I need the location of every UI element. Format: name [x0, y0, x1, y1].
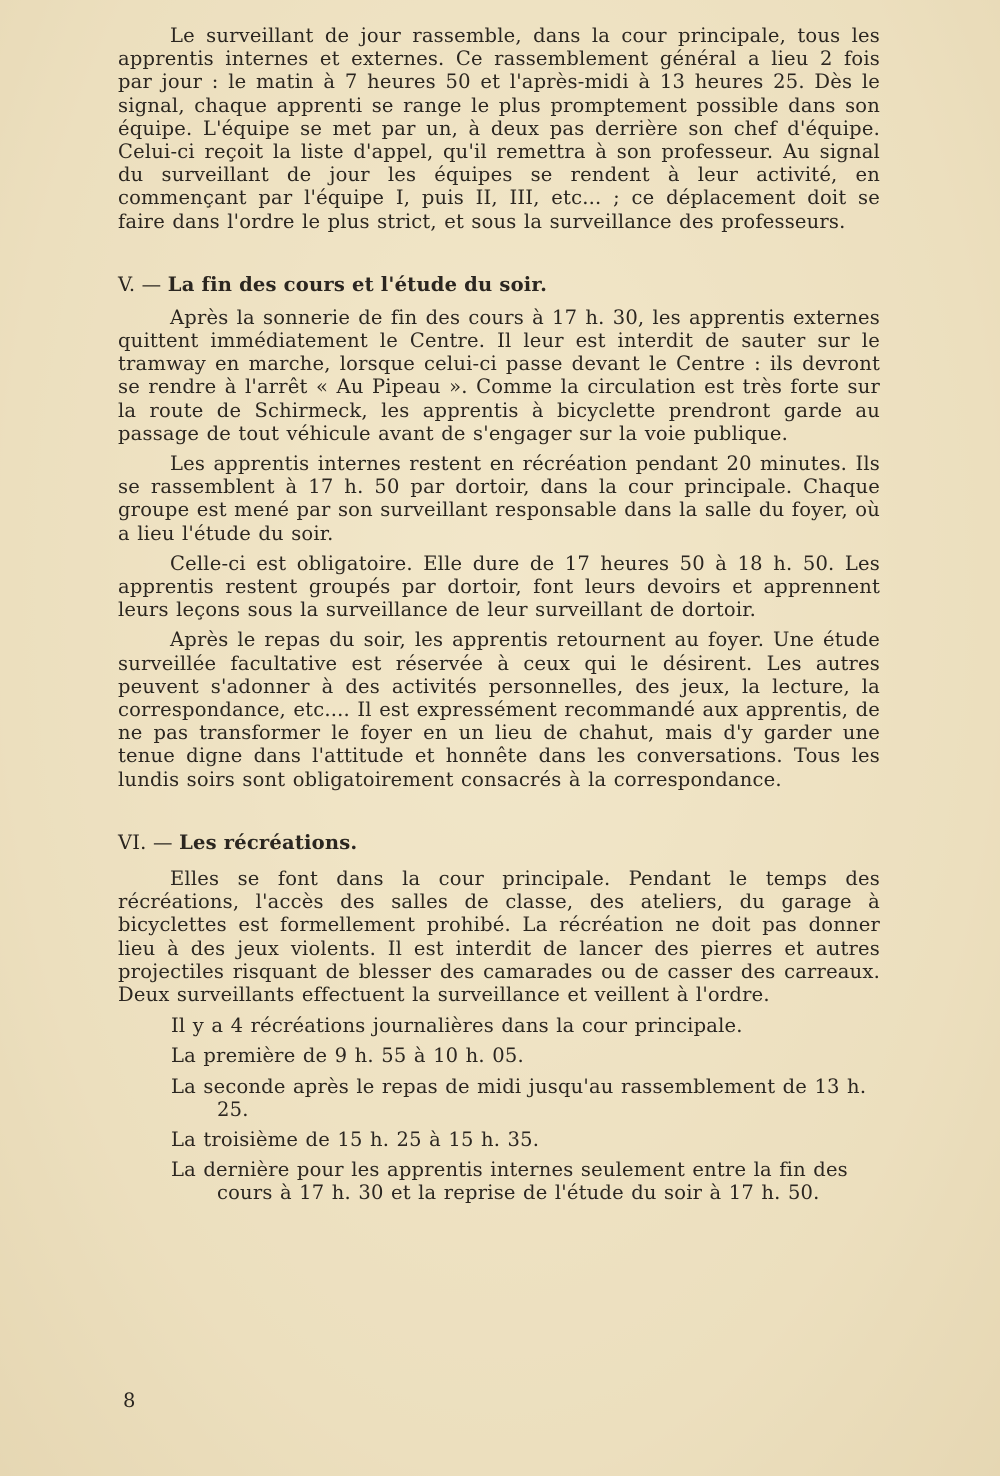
recreation-item: La seconde après le repas de midi jusqu'au rassemblement de 13 h. 25. [171, 1074, 867, 1121]
section-5-number: V. — [118, 272, 162, 296]
recreation-item: La dernière pour les apprentis internes seulement entre la fin des cours à 17 h. 30 et la reprise de l'étude du soir à 17 h. 50. [171, 1158, 848, 1205]
section-5-paragraph-2: Les apprentis internes restent en récréation pendant 20 minutes. Ils se rassemblent à 17 h. 50 par dortoir, dans la cour principale. Chaque groupe est mené par son surveillant responsable dans la salle du foyer, où a lieu l'étude du soir. [118, 452, 880, 545]
section-5-heading [118, 273, 880, 297]
section-5-paragraph-3: Celle-ci est obligatoire. Elle dure de 17 heures 50 à 18 h. 50. Les apprentis restent groupés par dortoir, font leurs devoirs et apprennent leurs leçons sous la surveillance de leur surveillant de dortoir. [118, 551, 880, 622]
page-number: 8 [123, 1389, 136, 1412]
intro-paragraph: Le surveillant de jour rassemble, dans la cour principale, tous les apprentis internes et externes. Ce rassemblement général a lieu 2 fois par jour : le matin à 7 heures 50 et l'après-midi à 13 heures 25. Dès le signal, chaque apprenti se range le plus promptement possible dans son équipe. L'équipe se met par un, à deux pas derrière son chef d'équipe. Celui-ci reçoit la liste d'appel, qu'il remettra à son professeur. Au signal du surveillant de jour les équipes se rendent à leur activité, en commençant par l'équipe I, puis II, III, etc... ; ce déplacement doit se faire dans l'ordre le plus strict, et sous la surveillance des professeurs. [118, 24, 880, 233]
recreation-item: La première de 9 h. 55 à 10 h. 05. [171, 1044, 524, 1068]
section-6-heading [118, 831, 880, 855]
section-6-title: Les récréations. [179, 830, 358, 854]
recreation-item: La troisième de 15 h. 25 à 15 h. 35. [171, 1127, 540, 1151]
recreation-item: Il y a 4 récréations journalières dans la cour principale. [171, 1014, 743, 1038]
section-6-number: VI. — [118, 830, 173, 854]
section-6-paragraph: Elles se font dans la cour principale. Pendant le temps des récréations, l'accès des salles de classe, des ateliers, du garage à bicyclettes est formellement prohibé. La récréation ne doit pas donner lieu à des jeux violents. Il est interdit de lancer des pierres et autres projectiles risquant de blesser des camarades ou de casser des carreaux. Deux surveillants effectuent la surveillance et veillent à l'ordre. [118, 866, 880, 1006]
section-5-paragraph-1: Après la sonnerie de fin des cours à 17 h. 30, les apprentis externes quittent immédiatement le Centre. Il leur est interdit de sauter sur le tramway en marche, lorsque celui-ci passe devant le Centre : ils devront se rendre à l'arrêt « Au Pipeau ». Comme la circulation est très forte sur la route de Schirmeck, les apprentis à bicyclette prendront garde au passage de tout véhicule avant de s'engager sur la voie publique. [118, 305, 880, 445]
recreation-list [118, 1014, 880, 1204]
section-5-paragraph-4: Après le repas du soir, les apprentis retournent au foyer. Une étude surveillée facultative est réservée à ceux qui le désirent. Les autres peuvent s'adonner à des activités personnelles, des jeux, la lecture, la correspondance, etc.... Il est expressément recommandé aux apprentis, de ne pas transformer le foyer en un lieu de chahut, mais d'y garder une tenue digne dans l'attitude et honnête dans les conversations. Tous les lundis soirs sont obligatoirement consacrés à la correspondance. [118, 628, 880, 791]
section-5-title: La fin des cours et l'étude du soir. [167, 272, 548, 296]
text-column [118, 24, 880, 1212]
